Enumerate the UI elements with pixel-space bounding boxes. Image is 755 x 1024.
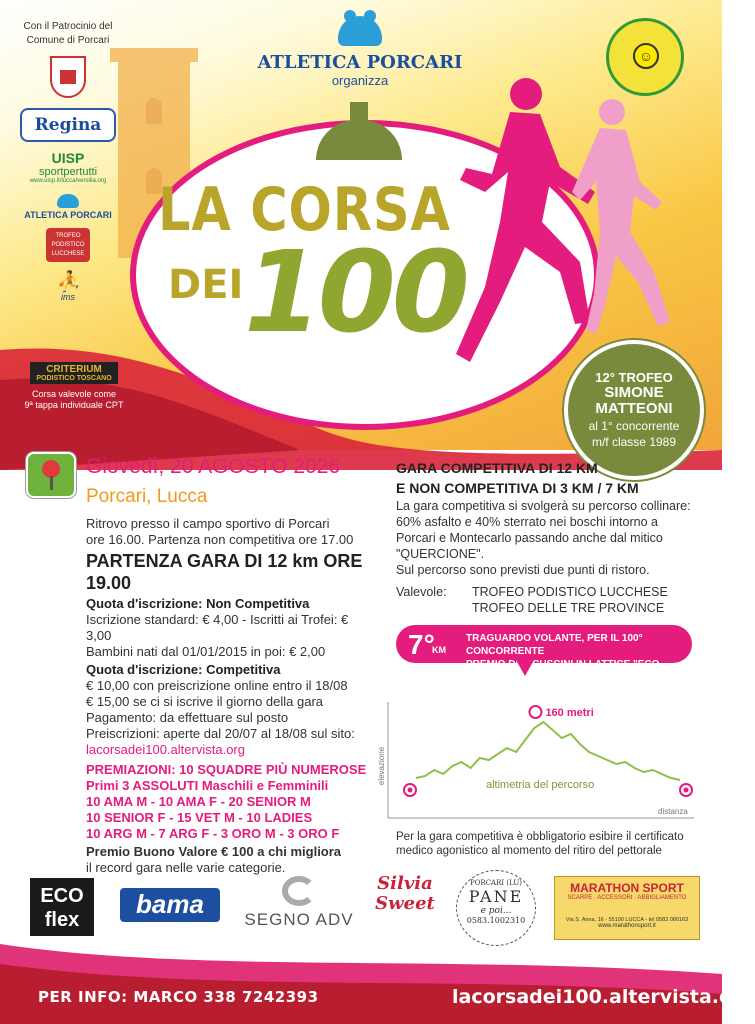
event-title-line2: DEI [168,262,244,308]
end-marker-dot [684,788,689,793]
x-axis-label: distanza [658,807,688,816]
quota-c-line: € 15,00 se ci si iscrive il giorno della gara [86,694,324,709]
criterium-note-line: 9ª tappa individuale CPT [24,400,124,410]
site-link[interactable]: lacorsadei100.altervista.org [86,742,245,757]
segno-mark-icon [282,876,316,906]
traguardo-km-unit: KM [432,645,446,655]
marathon-name: MARATHON SPORT [570,881,684,895]
premiazioni-line: 10 ARG M - 7 ARG F - 3 ORO M - 3 ORO F [86,826,340,841]
traguardo-text [466,632,692,684]
uisp-url: www.uisp.it/lucca/versilia.org [29,178,107,184]
elevation-profile [376,696,696,824]
quota-c-line: € 10,00 con preiscrizione online entro il 18/08 [86,678,348,693]
marathon-sport-logo [554,876,700,940]
seal-line: al 1° concorrente [588,419,680,433]
certificate-note: Per la gara competitiva è obbligatorio esibire il certificato medico agonistico al momento del ritiro del pettorale [396,831,684,857]
quota-nc-line: Iscrizione standard: € 4,00 - Iscritti ai Trofei: € 3,00 [86,612,349,643]
event-details [86,516,376,876]
frog-logo-icon [338,16,382,46]
peak-label: 160 metri [545,707,594,719]
smiley-icon: ☺ [633,43,659,69]
criterium-note-line: Corsa valevole come [31,389,117,399]
segno-adv-logo [244,876,354,930]
partenza-headline: PARTENZA GARA DI 12 km ORE 19.00 [86,551,363,593]
ritrovo-line: ore 16.00. Partenza non competitiva ore 17.00 [86,532,354,547]
sidebar-sponsors [0,20,136,302]
silvia-sweet-logo [372,874,438,940]
seal-line: SIMONE [604,384,664,401]
y-axis-label: elevazione [377,746,386,786]
traguardo-km-number: 7° [408,629,435,660]
contact-info: PER INFO: MARCO 338 7242393 [38,988,319,1006]
marathon-web: www.marathonsport.it [598,923,656,929]
gara-ristoro: Sul percorso sono previsti due punti di ristoro. [396,563,650,577]
ims-logo [0,272,136,302]
municipality-crest-icon [50,56,86,98]
valevoli-item: TROFEO DELLE TRE PROVINCE [472,601,665,615]
traguardo-line: PREMIO DUE CUSCINI IN LATTICE "ECO FLEX" [466,659,660,683]
ecoflex-line: ECO [40,885,84,907]
frog-icon [57,194,79,208]
event-date: Giovedì, 20 AGOSTO 2026 [86,455,341,478]
premio-line: il record gara nelle varie categorie. [86,860,286,875]
footer-background [0,944,722,1024]
footer [0,944,722,1024]
gara-details [396,458,696,616]
marathon-address: Via S. Anna, 16 - 55100 LUCCA - tel 0583 080163 [565,917,689,923]
quota-nc-title: Quota d'iscrizione: Non Competitiva [86,596,310,611]
criterium-note [0,389,148,411]
bama-logo: bama [120,888,220,922]
uisp-logo [20,150,116,184]
criterium-subtitle: PODISTICO TOSCANO [36,375,112,382]
marathon-sub: SCARPE · ACCESSORI · ABBIGLIAMENTO [567,895,687,901]
ims-label: ims [61,292,75,302]
peak-marker-icon [529,706,541,718]
elevation-line [416,722,680,780]
criterium-title: CRITERIUM [46,364,102,375]
banner-pointer [516,660,534,676]
traguardo-line: TRAGUARDO VOLANTE, PER IL 100° CONCORRENTE [466,633,643,657]
quota-nc-line: Bambini nati dal 01/01/2015 in poi: € 2,00 [86,644,326,659]
premiazioni-line: 10 AMA M - 10 AMA F - 20 SENIOR M [86,794,311,809]
pane-name: PANE [468,887,524,906]
ritrovo-line: Ritrovo presso il campo sportivo di Porcari [86,516,330,531]
ecoflex-line: flex [44,909,80,931]
premio-line: Premio Buono Valore € 100 a chi migliora [86,844,342,859]
event-place: Porcari, Lucca [86,486,208,507]
criterium-logo [30,362,117,384]
footer-website-link[interactable]: lacorsadei100.altervista.org [452,986,755,1008]
trofeo-podistico-logo: TROFEO PODISTICO LUCCHESE [46,228,90,262]
silvia-line: Silvia [377,873,433,894]
gara-description: La gara competitiva si svolgerà su percorso collinare: 60% asfalto e 40% sterrato nei boschi intorno a Porcari e Montecarlo passando anche dal mitico "QUERCIONE". [396,499,691,561]
organizer-subtitle: organizza [331,73,389,88]
patronage-line: Con il Patrocinio del [23,21,113,32]
seal-line: m/f classe 1989 [591,435,677,449]
sponsor-logos [0,868,722,948]
gara-title: E NON COMPETITIVA DI 3 KM / 7 KM [396,480,639,496]
gara-title: GARA COMPETITIVA DI 12 KM [396,460,598,476]
map-pin-icon [26,452,76,498]
criterium-box [0,362,148,411]
silvia-line: Sweet [375,893,435,914]
preiscrizioni-line: Preiscrizioni: aperte dal 20/07 al 18/08 sul sito: [86,726,355,741]
ecoflex-logo [30,878,94,936]
patronage-line: Comune di Porcari [26,35,110,46]
patronage-text [0,20,136,48]
premiazioni-line: 10 SENIOR F - 15 VET M - 10 LADIES [86,810,313,825]
premiazioni-line: Primi 3 ASSOLUTI Maschili e Femminili [86,778,329,793]
start-marker-dot [408,788,413,793]
runner-icon: ⛹ [55,271,81,293]
valevoli-label: Valevole: [396,585,447,599]
valevoli-block [396,584,696,616]
valevoli-list [472,584,668,616]
event-title-number: 100 [244,228,466,358]
regina-logo: Regina [20,108,116,142]
segno-label: SEGNO ADV [244,910,354,929]
profile-caption: altimetria del percorso [486,779,595,791]
seal-line: MATTEONI [595,400,673,417]
uisp-subtitle: sportpertutti [38,166,98,178]
tower-window [146,98,162,124]
pane-top: PORCARI (LU) [469,879,523,887]
event-title-line1: LA CORSA [158,175,451,245]
pagamento-line: Pagamento: da effettuare sul posto [86,710,289,725]
valevoli-item: TROFEO PODISTICO LUCCHESE [472,585,668,599]
organizer-name: ATLETICA PORCARI [257,52,463,73]
atletica-porcari-small-logo [0,194,136,220]
uisp-title: UISP [51,150,85,166]
seal-line: 12° TROFEO [595,370,673,385]
quota-c-title: Quota d'iscrizione: Competitiva [86,662,281,677]
atletica-label: ATLETICA PORCARI [24,210,112,220]
pane-tel: 0583.1002310 [466,916,526,925]
pane-sub: e poi... [480,906,512,916]
traguardo-volante-banner [396,625,692,683]
pane-e-poi-logo [456,870,536,946]
premiazioni-line: PREMIAZIONI: 10 SQUADRE PIÙ NUMEROSE [86,762,367,777]
